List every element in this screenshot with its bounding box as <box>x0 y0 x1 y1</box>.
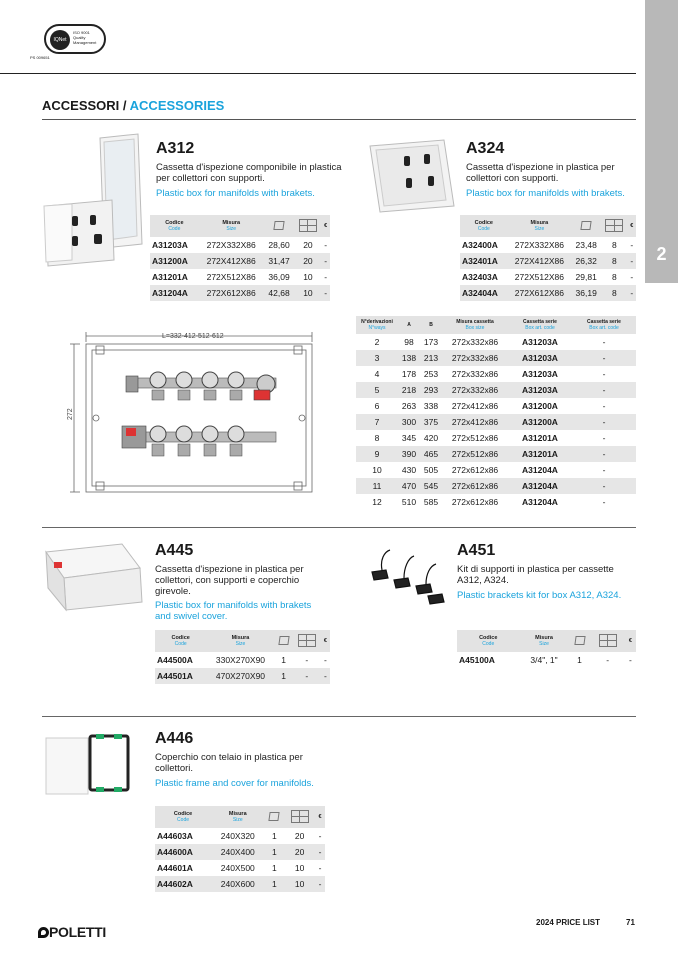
cell-c324: - <box>572 446 636 462</box>
cell-b: 465 <box>420 446 442 462</box>
chapter-number: 2 <box>656 244 667 264</box>
cell-box: 272x412x86 <box>442 414 508 430</box>
cell-c312: A31201A <box>508 446 572 462</box>
box-piece-icon <box>571 215 601 237</box>
cell-c312: A31201A <box>522 433 558 443</box>
col-code: Codice Code <box>460 215 508 237</box>
a446-product-image <box>44 732 136 796</box>
cell-c312: A31203A <box>508 350 572 366</box>
cell-c312: A31203A <box>522 369 558 379</box>
box-piece-icon <box>275 630 293 652</box>
table-row <box>356 366 636 382</box>
cell-ways: 10 <box>372 465 382 475</box>
col-euro: € <box>628 215 636 237</box>
a324-desc-it: Cassetta d'ispezione in plastica per collettori con supporti. <box>466 162 615 184</box>
col-euro: € <box>625 630 636 652</box>
a451-desc-it: Kit di supporti in plastica per cassette A312, A324. <box>457 564 614 586</box>
col-size: Misura Size <box>508 215 571 237</box>
table-row: A44600A 240X400 1 20 - <box>155 844 325 860</box>
a312-desc-it: Cassetta d'ispezione componibile in plastica per collettori con supporti. <box>156 162 342 184</box>
table-row <box>356 478 636 494</box>
table-row: A44500A 330X270X90 1 - - <box>157 655 327 665</box>
cell-ways: 3 <box>356 350 398 366</box>
box-pack-icon <box>590 630 624 652</box>
a446-desc-it: Coperchio con telaio in plastica per collettori. <box>155 752 303 774</box>
col-code-324: Cassetta serie Box art. code <box>572 316 636 334</box>
iso-badge <box>44 24 106 54</box>
table-row: A44601A 240X500 1 10 - <box>157 863 322 873</box>
cell-b: 585 <box>423 497 439 507</box>
cell-ways: 9 <box>356 446 398 462</box>
cell-b: 173 <box>423 337 439 347</box>
cell-a: 178 <box>401 369 417 379</box>
box-pack-icon <box>284 806 315 828</box>
col-size: Misura Size <box>520 630 569 652</box>
cell-a: 510 <box>401 497 417 507</box>
a445-price-table <box>155 630 330 684</box>
table-row: A32400A 272X332X86 23,48 8 - <box>462 240 634 250</box>
drawing-height-label: 272 <box>67 408 74 420</box>
a446-desc-en: Plastic frame and cover for manifolds. <box>155 778 314 789</box>
cell-b: 545 <box>420 478 442 494</box>
col-code-312: Cassetta serie Box art. code <box>508 316 572 334</box>
table-row <box>356 446 636 462</box>
table-row <box>356 430 636 446</box>
cell-b: 505 <box>423 465 439 475</box>
a451-price-table <box>457 630 636 668</box>
cell-a: 345 <box>401 433 417 443</box>
divider <box>42 527 636 528</box>
col-code: Codice Code <box>457 630 520 652</box>
cell-b: 338 <box>423 401 439 411</box>
a324-product-image <box>368 136 458 216</box>
brand-name: POLETTI <box>49 924 107 940</box>
cell-b: 253 <box>423 369 439 379</box>
table-row: A44603A 240X320 1 20 - <box>157 831 322 841</box>
cell-c324: - <box>602 369 606 379</box>
cell-a: 390 <box>398 446 420 462</box>
header-rule <box>0 73 636 74</box>
box-pack-icon <box>601 215 627 237</box>
table-row <box>356 350 636 366</box>
a445-desc-en: Plastic box for manifolds with brakets and swivel cover. <box>155 600 312 622</box>
table-row <box>356 398 636 414</box>
table-row: A31203A 272X332X86 28,60 20 - <box>152 240 328 250</box>
a312-code: A312 <box>156 140 195 157</box>
cell-ways: 11 <box>356 478 398 494</box>
col-b: B <box>420 316 442 334</box>
box-pack-icon <box>293 630 321 652</box>
table-row <box>356 382 636 398</box>
iso-text: ISO 9001 Quality Management <box>73 30 97 45</box>
cell-a: 263 <box>401 401 417 411</box>
a312-desc-en: Plastic box for manifolds with brakets. <box>156 188 315 199</box>
col-euro: € <box>321 215 330 237</box>
cell-box: 272x612x86 <box>451 497 499 507</box>
table-row: A32401A 272X412X86 26,32 8 - <box>460 253 636 269</box>
a446-price-table <box>155 806 325 892</box>
a324-code: A324 <box>466 140 505 157</box>
table-row <box>356 414 636 430</box>
cell-b: 420 <box>423 433 439 443</box>
col-size: Misura Size <box>206 630 274 652</box>
table-row <box>356 334 636 350</box>
cell-c312: A31203A <box>522 337 558 347</box>
table-row: A32403A 272X512X86 29,81 8 - <box>462 272 634 282</box>
cell-ways: 4 <box>374 369 380 379</box>
a446-code: A446 <box>155 730 194 747</box>
table-header <box>460 215 636 237</box>
cell-b: 213 <box>420 350 442 366</box>
cell-box: 272x332x86 <box>442 382 508 398</box>
col-code: Codice Code <box>155 630 206 652</box>
manifold-lower <box>122 426 276 456</box>
cell-c324: - <box>602 401 606 411</box>
col-a: A <box>398 316 420 334</box>
section-title-it: ACCESSORI / <box>42 98 130 113</box>
manifold-box-drawing <box>66 328 322 500</box>
table-row: A31204A 272X612X86 42,68 10 - <box>150 285 330 301</box>
table-row: A32404A 272X612X86 36,19 8 - <box>460 285 636 301</box>
col-code: Codice Code <box>150 215 199 237</box>
table-header <box>150 215 330 237</box>
cell-box: 272x412x86 <box>451 401 499 411</box>
table-row <box>356 462 636 478</box>
brand-mark-icon <box>38 927 49 938</box>
box-piece-icon <box>569 630 591 652</box>
a445-desc-it: Cassetta d'ispezione in plastica per collettori, con supporti e coperchio girevole. <box>155 564 304 597</box>
table-row: A31201A 272X512X86 36,09 10 - <box>152 272 328 282</box>
cell-box: 272x612x86 <box>442 478 508 494</box>
ways-table-body <box>356 334 636 510</box>
cell-b: 375 <box>420 414 442 430</box>
cell-c312: A31200A <box>508 414 572 430</box>
table-row: A45100A 3/4", 1" 1 - - <box>459 655 632 665</box>
cell-a: 138 <box>398 350 420 366</box>
a451-code: A451 <box>457 542 496 559</box>
certification-code: PS 009651 <box>30 55 50 60</box>
cell-box: 272x332x86 <box>451 337 499 347</box>
a312-product-image <box>42 132 150 270</box>
cell-c324: - <box>572 478 636 494</box>
a312-box-front <box>44 200 114 266</box>
a451-product-image <box>368 544 450 606</box>
cell-ways: 7 <box>356 414 398 430</box>
cell-ways: 8 <box>374 433 380 443</box>
cell-c324: - <box>572 382 636 398</box>
table-header <box>356 316 636 334</box>
section-title <box>42 98 224 113</box>
page-number: 71 <box>626 918 635 927</box>
a451-desc-en: Plastic brackets kit for box A312, A324. <box>457 590 622 601</box>
cell-box: 272x512x86 <box>451 433 499 443</box>
price-list-label: 2024 PRICE LIST <box>536 918 601 927</box>
table-header <box>155 806 325 828</box>
cell-box: 272x332x86 <box>451 369 499 379</box>
cell-ways: 12 <box>372 497 382 507</box>
cell-c324: - <box>572 414 636 430</box>
cell-c324: - <box>602 433 606 443</box>
table-row: A44602A 240X600 1 10 - <box>155 876 325 892</box>
brand-logo <box>38 924 106 940</box>
section-title-en: ACCESSORIES <box>129 98 225 113</box>
cell-c312: A31204A <box>522 497 558 507</box>
col-euro: € <box>321 630 330 652</box>
cell-ways: 2 <box>374 337 380 347</box>
cell-c312: A31204A <box>522 465 558 475</box>
table-header <box>457 630 636 652</box>
drawing-outline <box>70 332 312 492</box>
cell-c324: - <box>602 337 606 347</box>
section-rule <box>42 119 636 120</box>
iqnet-mark: IQNet <box>50 30 70 50</box>
table-header <box>155 630 330 652</box>
col-code: Codice Code <box>155 806 211 828</box>
cell-a: 300 <box>398 414 420 430</box>
col-box-size: Misura cassetta Box size <box>442 316 508 334</box>
cell-c324: - <box>602 465 606 475</box>
divider <box>42 716 636 717</box>
col-size: Misura Size <box>199 215 264 237</box>
cell-a: 218 <box>398 382 420 398</box>
cell-ways: 5 <box>356 382 398 398</box>
a312-price-table <box>150 215 330 301</box>
table-row: A44501A 470X270X90 1 - - <box>155 668 330 684</box>
cell-b: 293 <box>420 382 442 398</box>
cell-c324: - <box>572 350 636 366</box>
a324-desc-en: Plastic box for manifolds with brakets. <box>466 188 625 199</box>
cell-c312: A31203A <box>508 382 572 398</box>
cell-a: 430 <box>401 465 417 475</box>
ways-table <box>356 316 636 510</box>
col-euro: € <box>315 806 325 828</box>
cell-box: 272x512x86 <box>442 446 508 462</box>
cell-c312: A31200A <box>522 401 558 411</box>
col-size: Misura Size <box>211 806 264 828</box>
cell-box: 272x332x86 <box>442 350 508 366</box>
a445-code: A445 <box>155 542 194 559</box>
cell-c324: - <box>602 497 606 507</box>
table-row: A31200A 272X412X86 31,47 20 - <box>150 253 330 269</box>
table-row <box>356 494 636 510</box>
a324-price-table <box>460 215 636 301</box>
a445-product-image <box>42 540 146 612</box>
cell-ways: 6 <box>374 401 380 411</box>
cell-a: 98 <box>404 337 414 347</box>
drawing-length-label: L=332-412-512-612 <box>162 333 224 340</box>
certification-logo <box>44 24 108 58</box>
cell-c312: A31204A <box>508 478 572 494</box>
chapter-tab <box>645 0 678 283</box>
cell-a: 470 <box>398 478 420 494</box>
box-piece-icon <box>264 215 295 237</box>
col-ways: N°derivazioni N°ways <box>356 316 398 334</box>
cell-box: 272x612x86 <box>451 465 499 475</box>
box-piece-icon <box>265 806 285 828</box>
manifold-upper <box>126 372 276 400</box>
box-pack-icon <box>295 215 322 237</box>
